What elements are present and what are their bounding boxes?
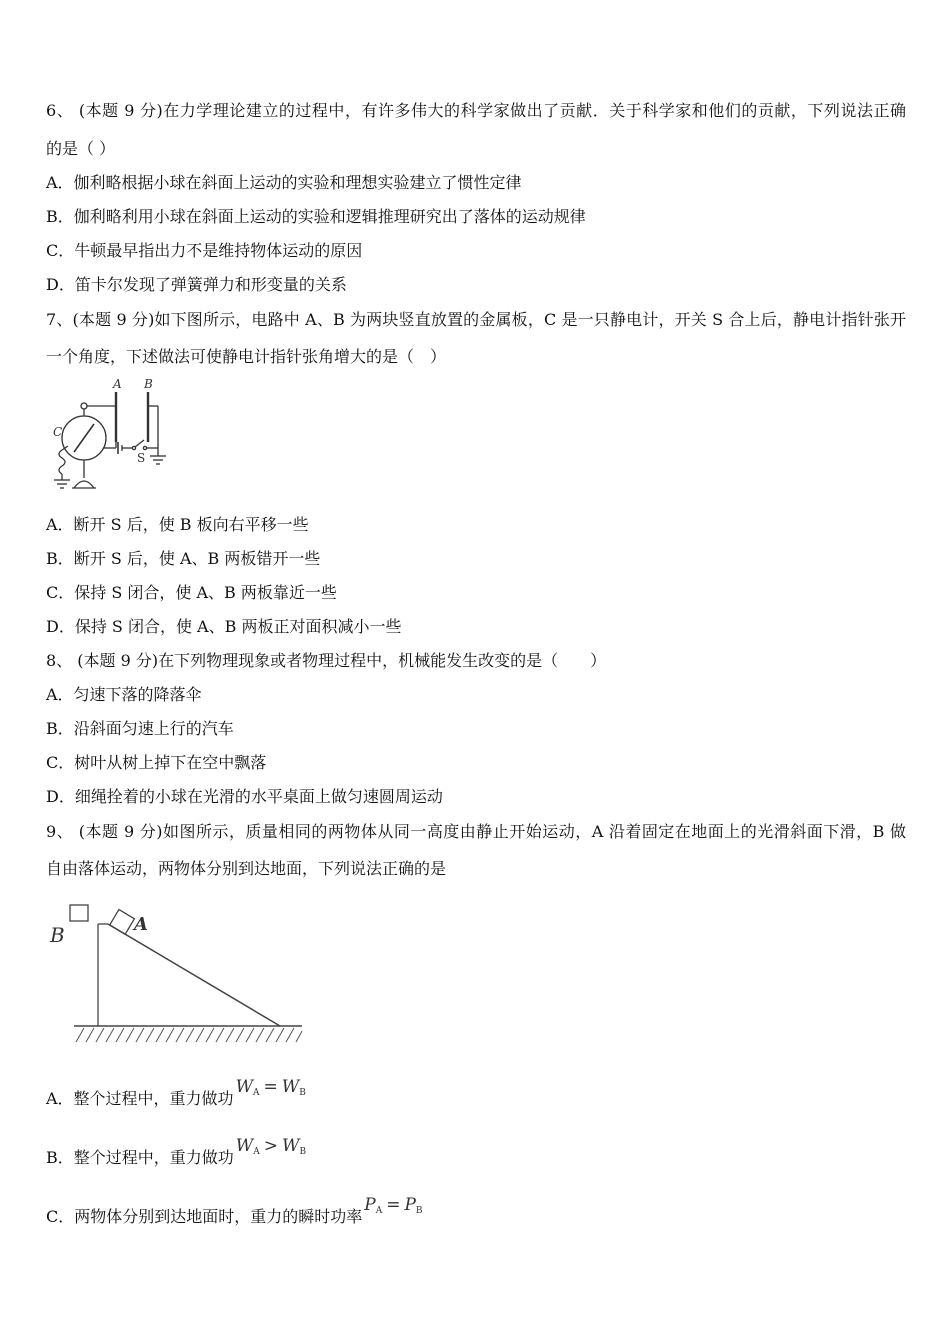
q7-option-b: B．断开 S 后，使 A、B 两板错开一些: [46, 549, 321, 568]
q7-option-a: A．断开 S 后，使 B 板向右平移一些: [46, 515, 309, 534]
formula-lhs: P: [364, 1195, 376, 1215]
q8-option-b: B．沿斜面匀速上行的汽车: [46, 719, 234, 738]
formula-rhs-sub: B: [299, 1088, 306, 1098]
q8-option-c: C．树叶从树上掉下在空中飘落: [46, 753, 267, 772]
q6-option-b: B．伽利略利用小球在斜面上运动的实验和逻辑推理研究出了落体的运动规律: [46, 207, 586, 226]
formula-lhs-sub: A: [253, 1088, 260, 1098]
formula-rhs-sub: B: [299, 1147, 307, 1157]
formula-lhs: W: [235, 1136, 254, 1156]
formula-rhs: P: [404, 1195, 416, 1215]
q9-option-a: [46, 1077, 306, 1116]
q9-stem-line2: 自由落体运动，两物体分别到达地面，下列说法正确的是: [46, 859, 447, 878]
q6-option-d: D．笛卡尔发现了弹簧弹力和形变量的关系: [46, 275, 347, 294]
electroscope-needle: [74, 424, 94, 452]
q6-stem-line1: 6、 (本题 9 分)在力学理论建立的过程中，有许多伟大的科学家做出了贡献．关于科学家和他们的贡献，下列说法正确: [46, 101, 906, 120]
q9-option-a-formula: [236, 1077, 306, 1097]
electroscope-circuit-figure: [44, 376, 179, 496]
label-b: B: [144, 377, 153, 391]
q6-option-a: A．伽利略根据小球在斜面上运动的实验和理想实验建立了惯性定律: [46, 173, 522, 192]
q7-stem-line2: 一个角度，下述做法可使静电计指针张角增大的是（ ）: [46, 347, 447, 366]
box-b: [70, 905, 88, 921]
q7-option-c: C．保持 S 闭合，使 A、B 两板靠近一些: [46, 583, 337, 602]
q8-option-a: A．匀速下落的降落伞: [46, 685, 202, 704]
q9-option-a-text: A．整个过程中，重力做功: [46, 1089, 234, 1108]
q8-option-d: D．细绳拴着的小球在光滑的水平桌面上做匀速圆周运动: [46, 787, 443, 806]
q6-option-c: C．牛顿最早指出力不是维持物体运动的原因: [46, 241, 363, 260]
label-s: S: [137, 451, 146, 465]
q9-option-c: [46, 1195, 423, 1234]
formula-rhs-sub: B: [415, 1206, 423, 1216]
q9-option-c-text: C．两物体分别到达地面时，重力的瞬时功率: [46, 1207, 363, 1226]
formula-rhs: W: [282, 1136, 300, 1156]
formula-lhs-sub: A: [375, 1206, 383, 1216]
formula-op: >: [263, 1136, 278, 1156]
label-a: A: [113, 377, 122, 391]
q9-option-c-formula: [364, 1195, 422, 1215]
q7-stem-line1: 7、(本题 9 分)如下图所示，电路中 A、B 为两块竖直放置的金属板，C 是一只静电计，开关 S 合上后，静电计指针张开: [46, 310, 906, 329]
label-a: A: [134, 914, 148, 935]
q8-stem: 8、 (本题 9 分)在下列物理现象或者物理过程中，机械能发生改变的是（ ）: [46, 651, 607, 670]
q7-option-d: D．保持 S 闭合，使 A、B 两板正对面积减小一些: [46, 617, 402, 636]
formula-op: =: [386, 1195, 401, 1215]
label-c: C: [53, 425, 63, 439]
switch-s: [135, 440, 144, 447]
formula-op: =: [263, 1077, 278, 1097]
incline-figure: [46, 898, 308, 1050]
incline-slope: [108, 924, 280, 1026]
formula-lhs: W: [235, 1077, 254, 1097]
q6-stem-line2: 的是（ ）: [46, 139, 116, 158]
formula-rhs: W: [281, 1077, 300, 1097]
q9-option-b-text: B．整个过程中，重力做功: [46, 1148, 234, 1167]
q9-option-b-formula: [236, 1136, 306, 1156]
q9-option-b: [46, 1136, 307, 1175]
q9-stem-line1: 9、 (本题 9 分)如图所示，质量相同的两物体从同一高度由静止开始运动，A 沿着固定在地面上的光滑斜面下滑，B 做: [46, 822, 906, 841]
formula-lhs-sub: A: [253, 1147, 260, 1157]
label-b: B: [50, 923, 65, 947]
box-a: [110, 910, 135, 935]
